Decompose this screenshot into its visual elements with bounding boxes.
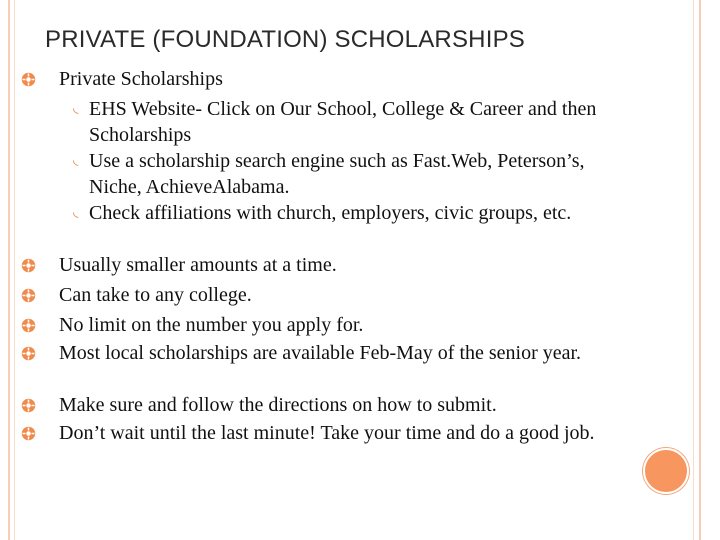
left-frame-line-inner [14, 0, 15, 540]
sub-bullet-text: EHS Website- Click on Our School, College & Career and then Scholarships [89, 98, 597, 146]
bullet-text: Usually smaller amounts at a time. [59, 254, 337, 276]
cog-icon [21, 72, 36, 87]
slide-title: PRIVATE (FOUNDATION) SCHOLARSHIPS [45, 26, 525, 53]
right-frame-line [699, 0, 701, 540]
sub-bullet-item [73, 96, 629, 148]
arc-bullet-icon: ◟ [73, 205, 79, 220]
decorative-circle [643, 448, 689, 494]
bullet-text: Private Scholarships [59, 68, 223, 90]
bullet-item [59, 392, 624, 418]
right-frame-line-inner [693, 0, 694, 540]
bullet-item [59, 282, 624, 308]
bullet-item [59, 340, 624, 366]
sub-bullet-item [73, 200, 629, 226]
cog-icon [21, 346, 36, 361]
sub-bullet-item [73, 148, 629, 200]
bullet-text: Make sure and follow the directions on how to submit. [59, 394, 497, 416]
bullet-text: Don’t wait until the last minute! Take your time and do a good job. [59, 422, 595, 444]
left-frame-line [8, 0, 10, 540]
sub-bullet-text: Use a scholarship search engine such as Fast.Web, Peterson’s, Niche, AchieveAlabama. [89, 150, 585, 198]
cog-icon [21, 398, 36, 413]
arc-bullet-icon: ◟ [73, 101, 79, 116]
bullet-item [59, 66, 624, 92]
arc-bullet-icon: ◟ [73, 153, 79, 168]
bullet-item [59, 312, 624, 338]
bullet-text: Can take to any college. [59, 284, 252, 306]
sub-bullet-text: Check affiliations with church, employers, civic groups, etc. [89, 202, 572, 224]
bullet-item [59, 252, 624, 278]
cog-icon [21, 318, 36, 333]
cog-icon [21, 288, 36, 303]
cog-icon [21, 426, 36, 441]
bullet-text: Most local scholarships are available Feb-May of the senior year. [59, 342, 582, 364]
cog-icon [21, 258, 36, 273]
bullet-text: No limit on the number you apply for. [59, 314, 364, 336]
bullet-item [59, 420, 624, 446]
